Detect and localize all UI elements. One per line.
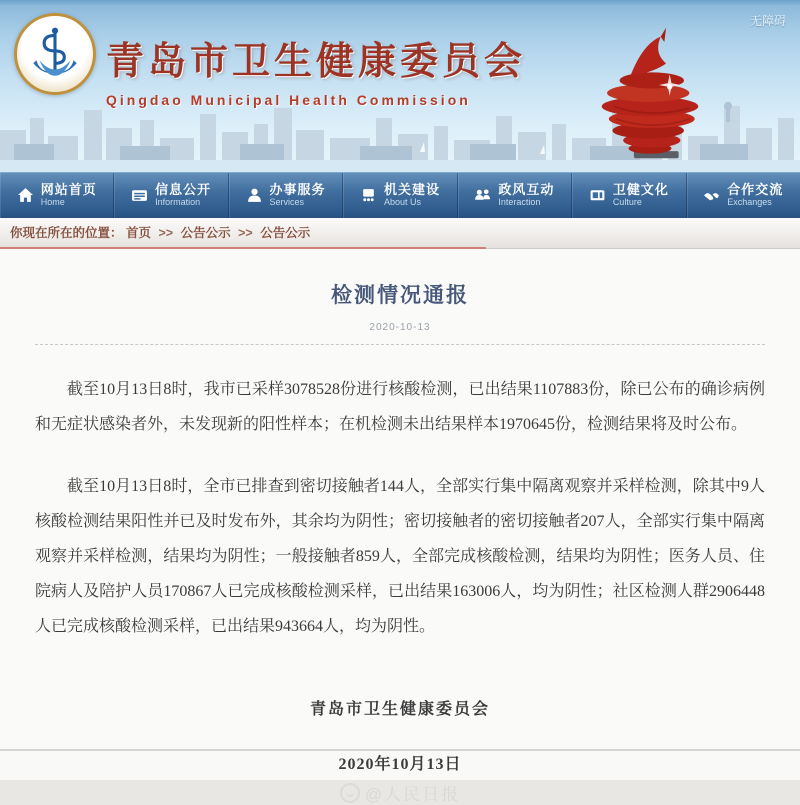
nav-item-interaction[interactable] [458, 173, 572, 218]
nav-item-services[interactable] [229, 173, 343, 218]
nav-label: 机关建设 [383, 182, 440, 198]
nav-item-culture[interactable] [572, 173, 686, 218]
nav-item-exchanges[interactable] [687, 173, 800, 218]
people-icon [474, 187, 491, 204]
health-emblem-icon [24, 23, 86, 85]
nav-sublabel: Home [40, 196, 65, 207]
main-nav [0, 172, 800, 218]
breadcrumb [0, 218, 800, 249]
document-icon [131, 187, 148, 204]
bottom-border [0, 749, 800, 751]
breadcrumb-home[interactable]: 首页 [126, 226, 152, 240]
nav-item-information[interactable] [114, 173, 228, 218]
breadcrumb-separator: >> [238, 226, 253, 240]
article-paragraph-2: 截至10月13日8时，全市已排查到密切接触者144人，全部实行集中隔离观察并采样检测，除其中9人核酸检测结果阳性并已及时发布外，其余均为阴性；密切接触者的密切接触者207人，全部实行集中隔离观察并采样检测，结果均为阴性；一般接触者859人，全部完成核酸检测，结果均为阴性；医务人员、住院病人及陪护人员170867人已完成核酸检测采样，已出结果163006人，均为阴性；社区检测人群2906448人已完成核酸检测采样，已出结果943664人，均为阴性。 [35, 478, 765, 635]
nav-label: 合作交流 [727, 182, 784, 198]
site-subtitle: Qingdao Municipal Health Commission [106, 92, 471, 108]
article-title: 检测情况通报 [331, 283, 469, 307]
logo-link[interactable] [14, 13, 96, 95]
nav-item-home[interactable] [0, 173, 114, 218]
nav-label: 信息公开 [155, 182, 212, 198]
peoples-daily-logo-icon [340, 783, 360, 803]
nav-label: 网站首页 [40, 182, 97, 198]
nav-item-about[interactable] [343, 173, 457, 218]
nav-sublabel: Information [155, 196, 201, 207]
home-icon [17, 187, 34, 204]
site-title: 青岛市卫生健康委员会 [106, 41, 527, 83]
nav-sublabel: Exchanges [727, 196, 772, 207]
culture-icon [589, 187, 606, 204]
site-header [0, 5, 800, 172]
breadcrumb-notices[interactable]: 公告公示 [180, 226, 231, 240]
nav-label: 办事服务 [269, 182, 326, 198]
person-icon [246, 187, 263, 204]
nav-sublabel: Services [269, 196, 305, 207]
article-date: 2020-10-13 [369, 322, 431, 333]
nav-label: 政风互动 [498, 182, 555, 198]
article [0, 249, 800, 804]
building-icon [360, 187, 377, 204]
article-paragraph-1: 截至10月13日8时，我市已采样3078528份进行核酸检测，已出结果1107883份，除已公布的确诊病例和无症状感染者外，未发现新的阳性样本；在机检测未出结果样本1970645份，检测结果将及时公布。 [35, 381, 765, 433]
breadcrumb-prefix: 你现在所在的位置： [10, 226, 123, 240]
accessibility-link[interactable]: 无障碍 [749, 14, 786, 28]
breadcrumb-separator: >> [158, 226, 174, 240]
breadcrumb-current[interactable]: 公告公示 [260, 226, 311, 240]
article-signature: 青岛市卫生健康委员会 [309, 701, 490, 718]
article-body [35, 372, 765, 644]
nav-sublabel: Culture [612, 196, 642, 207]
watermark [35, 780, 765, 805]
site-title-block [106, 30, 526, 108]
article-sign-date: 2020年10月13日 [338, 756, 462, 773]
watermark-text: @人民日报 [364, 785, 461, 804]
nav-sublabel: About Us [383, 196, 421, 207]
may-wind-sculpture-image [555, 17, 745, 169]
nav-sublabel: Interaction [498, 196, 541, 207]
handshake-icon [703, 187, 720, 204]
divider [35, 344, 765, 345]
nav-label: 卫健文化 [612, 182, 669, 198]
